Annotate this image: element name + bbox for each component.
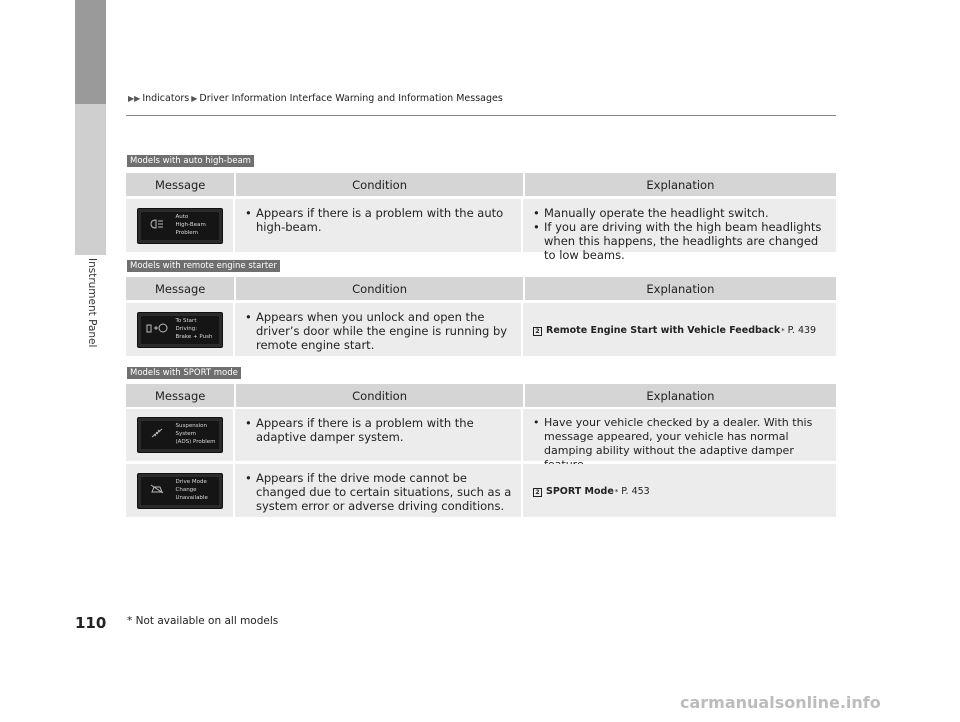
suspension-icon	[150, 428, 164, 438]
condition-cell	[235, 303, 523, 356]
condition-text: • Appears if the drive mode cannot be changed due to certain situations, such as a system error or adverse driving conditions.	[245, 471, 513, 513]
header-condition: Condition	[236, 277, 524, 300]
message-cell	[126, 409, 235, 461]
asterisk-mark: *	[614, 488, 619, 496]
footnote: * Not available on all models	[127, 615, 279, 627]
display-text: Auto	[175, 213, 189, 220]
message-cell	[126, 199, 235, 252]
display-text: Driving:	[175, 325, 198, 332]
table-header	[126, 173, 836, 196]
header-explanation: Explanation	[646, 388, 715, 403]
sidebar-section-label: Instrument Panel	[86, 258, 98, 348]
condition-cell	[235, 199, 523, 252]
condition-text: • Appears if there is a problem with the adaptive damper system.	[245, 416, 513, 444]
display-text: Problem	[175, 229, 198, 236]
breadcrumb	[126, 93, 503, 104]
explanation-item: • If you are driving with the high beam headlights when this happens, the headlights are changed to low beams.	[533, 220, 830, 262]
header-message: Message	[126, 173, 236, 196]
header-explanation: Explanation	[646, 177, 715, 192]
brake-push-icon	[146, 323, 168, 333]
display-text: Drive Mode	[175, 478, 207, 485]
reference-title[interactable]: SPORT Mode	[546, 486, 614, 497]
breadcrumb-arrow-icon: ▶▶	[128, 94, 141, 103]
reference-icon: 2	[533, 327, 542, 336]
display-text: (ADS) Problem	[175, 439, 216, 445]
page-reference-link[interactable]	[533, 310, 830, 352]
condition-cell	[235, 409, 523, 461]
message-cell	[126, 464, 235, 517]
explanation-cell	[523, 409, 836, 461]
explanation-cell	[523, 464, 836, 517]
header-condition: Condition	[236, 384, 524, 407]
display-text: System	[175, 431, 197, 437]
message-cell	[126, 303, 235, 356]
message-display	[137, 208, 223, 244]
table-row	[126, 409, 836, 461]
explanation-cell	[523, 303, 836, 356]
reference-icon: 2	[533, 488, 542, 497]
header-message: Message	[126, 384, 236, 407]
display-text: Change	[175, 486, 197, 493]
page-reference-link[interactable]	[533, 471, 830, 513]
drive-mode-icon	[150, 484, 164, 494]
display-text: Unavailable	[175, 494, 208, 501]
explanation-item: • Have your vehicle checked by a dealer. With this message appeared, your vehicle has normal damping ability without the adaptive damper	[533, 416, 830, 472]
section-tag: Models with remote engine starter	[127, 260, 280, 272]
display-text: Suspension	[175, 423, 207, 429]
table-header	[126, 384, 836, 407]
display-text: To Start	[175, 317, 197, 324]
section-tag: Models with SPORT mode	[127, 367, 241, 379]
breadcrumb-item[interactable]: Driver Information Interface Warning and Information Messages	[199, 93, 503, 104]
reference-page[interactable]: P. 439	[787, 325, 817, 336]
condition-text: • Appears if there is a problem with the auto high-beam.	[245, 206, 513, 234]
sidebar-tab-dark	[75, 0, 106, 104]
header-rule	[126, 115, 836, 116]
sidebar-tab	[75, 104, 106, 255]
explanation-item: • Manually operate the headlight switch.	[533, 206, 830, 220]
table-row	[126, 464, 836, 517]
message-display	[137, 417, 223, 453]
header-explanation: Explanation	[646, 281, 715, 296]
table-row	[126, 199, 836, 262]
reference-title[interactable]: Remote Engine Start with Vehicle Feedback	[546, 325, 781, 336]
header-message: Message	[126, 277, 236, 300]
condition-cell	[235, 464, 523, 517]
display-text: Brake + Push	[175, 333, 213, 340]
display-text: High-Beam	[175, 221, 206, 228]
message-display	[137, 312, 223, 348]
watermark-text: carmanualsonline.info	[680, 693, 881, 712]
page-number: 110	[75, 614, 107, 632]
message-display	[137, 473, 223, 509]
breadcrumb-item[interactable]: Indicators	[142, 93, 190, 104]
headlight-icon	[150, 219, 164, 229]
explanation-cell	[523, 199, 836, 262]
condition-text: • Appears when you unlock and open the driver’s door while the engine is running by remote engine start.	[245, 310, 513, 352]
asterisk-mark: *	[781, 327, 785, 335]
breadcrumb-arrow-icon: ▶	[191, 94, 198, 103]
table-header	[126, 277, 836, 300]
table-row	[126, 303, 836, 356]
header-condition: Condition	[236, 173, 524, 196]
section-tag: Models with auto high-beam	[127, 155, 254, 167]
reference-page[interactable]: P. 453	[621, 486, 650, 497]
